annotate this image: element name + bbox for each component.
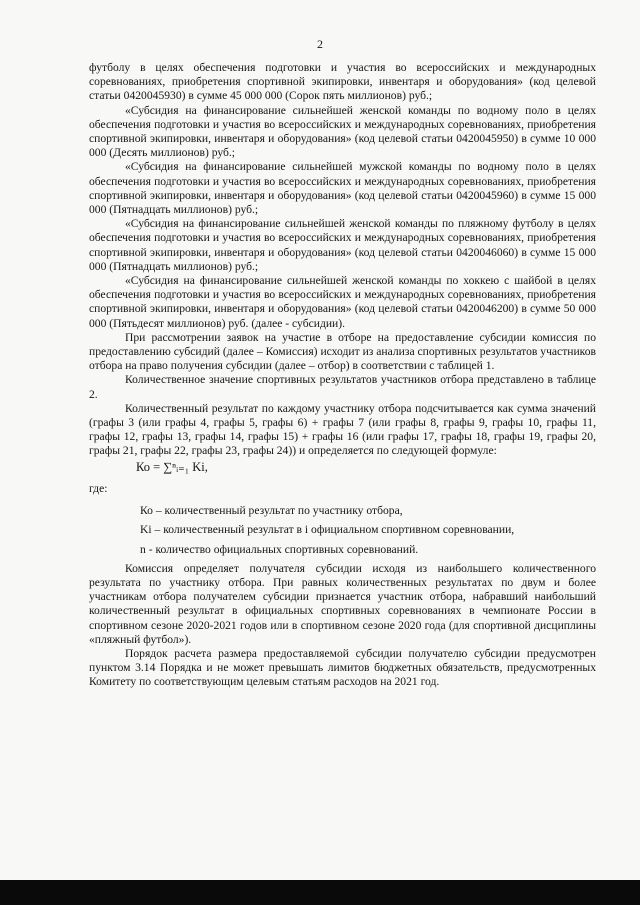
definition-ko: Ко – количественный результат по участнику отбора, [140,504,403,518]
paragraph-5: «Субсидия на финансирование сильнейшей женской команды по хоккею с шайбой в целях обеспечения подготовки и участия во всероссийских и международных соревнованиях, приобретения спортивной экипировки, инвентаря и оборудования» (код целевой статьи 0420046200) в сумме 50 000 000 (Пятьдесят миллионов) руб. (далее - субсидии). [89,274,596,330]
paragraph-8: Количественный результат по каждому участнику отбора подсчитывается как сумма значений (графы 3 (или графы 4, графы 5, графы 6) + графы 7 (или графы 8, графы 9, графы 10, графы 11, графы 12, графы 13, графы 14, графы 15) + графы 16 (или графы 17, графы 18, графы 19, графы 20, графы 21, графы 22, графы 23, графы 24)) и определяется по следующей формуле: [89,401,596,458]
page-number: 2 [317,37,323,51]
paragraph-4: «Субсидия на финансирование сильнейшей женской команды по пляжному футболу в целях обеспечения подготовки и участия во всероссийских и международных соревнованиях, приобретения спортивной экипировки, инвентаря и оборудования» (код целевой статьи 0420046060) в сумме 15 000 000 (Пятнадцать миллионов) руб.; [89,217,596,273]
paragraph-3: «Субсидия на финансирование сильнейшей мужской команды по водному поло в целях обеспечения подготовки и участия во всероссийских и международных соревнованиях, приобретения спортивной экипировки, инвентаря и оборудования» (код целевой статьи 0420045960) в сумме 15 000 000 (Пятнадцать миллионов) руб.; [89,160,596,217]
paragraph-7: Количественное значение спортивных результатов участников отбора представлено в таблице 2. [89,373,596,401]
paragraph-1: футболу в целях обеспечения подготовки и участия во всероссийских и международных соревнованиях, приобретения спортивной экипировки, инвентаря и оборудования» (код целевой статьи 0420045930) в сумме 45 000 000 (Сорок пять миллионов) руб.; [89,61,596,103]
definition-n: n - количество официальных спортивных соревнований. [140,542,419,556]
document-body [89,61,596,690]
scan-bottom-edge [0,880,640,905]
definition-ki: Ki – количественный результат в i официальном спортивном соревновании, [140,523,515,537]
paragraph-9: Комиссия определяет получателя субсидии исходя из наибольшего количественного результата по участнику отбора. При равных количественных результатах по двум и более участникам отбора получателем субсидии признается участник отбора, набравший наибольший количественный результат в официальных спортивных соревнованиях в чемпионате России в спортивном сезоне 2020-2021 годов или в спортивном сезоне 2020 года (для спортивной дисциплины «пляжный футбол»). [89,561,596,646]
paragraph-6: При рассмотрении заявок на участие в отборе на предоставление субсидии комиссия по предоставлению субсидий (далее – Комиссия) исходит из анализа спортивных результатов участников отбора на право получения субсидии (далее – отбор) в соответствии с таблицей 1. [89,330,596,373]
paragraph-10: Порядок расчета размера предоставляемой субсидии получателю субсидии предусмотрен пунктом 3.14 Порядка и не может превышать лимитов бюджетных обязательств, предусмотренных Комитету по соответствующим целевым статьям расходов на 2021 год. [89,646,596,689]
paragraph-2: «Субсидия на финансирование сильнейшей женской команды по водному поло в целях обеспечения подготовки и участия во всероссийских и международных соревнованиях, приобретения спортивной экипировки, инвентаря и оборудования» (код целевой статьи 0420045950) в сумме 10 000 000 (Десять миллионов) руб.; [89,103,596,160]
formula: Ко = ∑ⁿᵢ₌₁ Ki, [136,459,208,474]
where-label: где: [89,481,108,495]
